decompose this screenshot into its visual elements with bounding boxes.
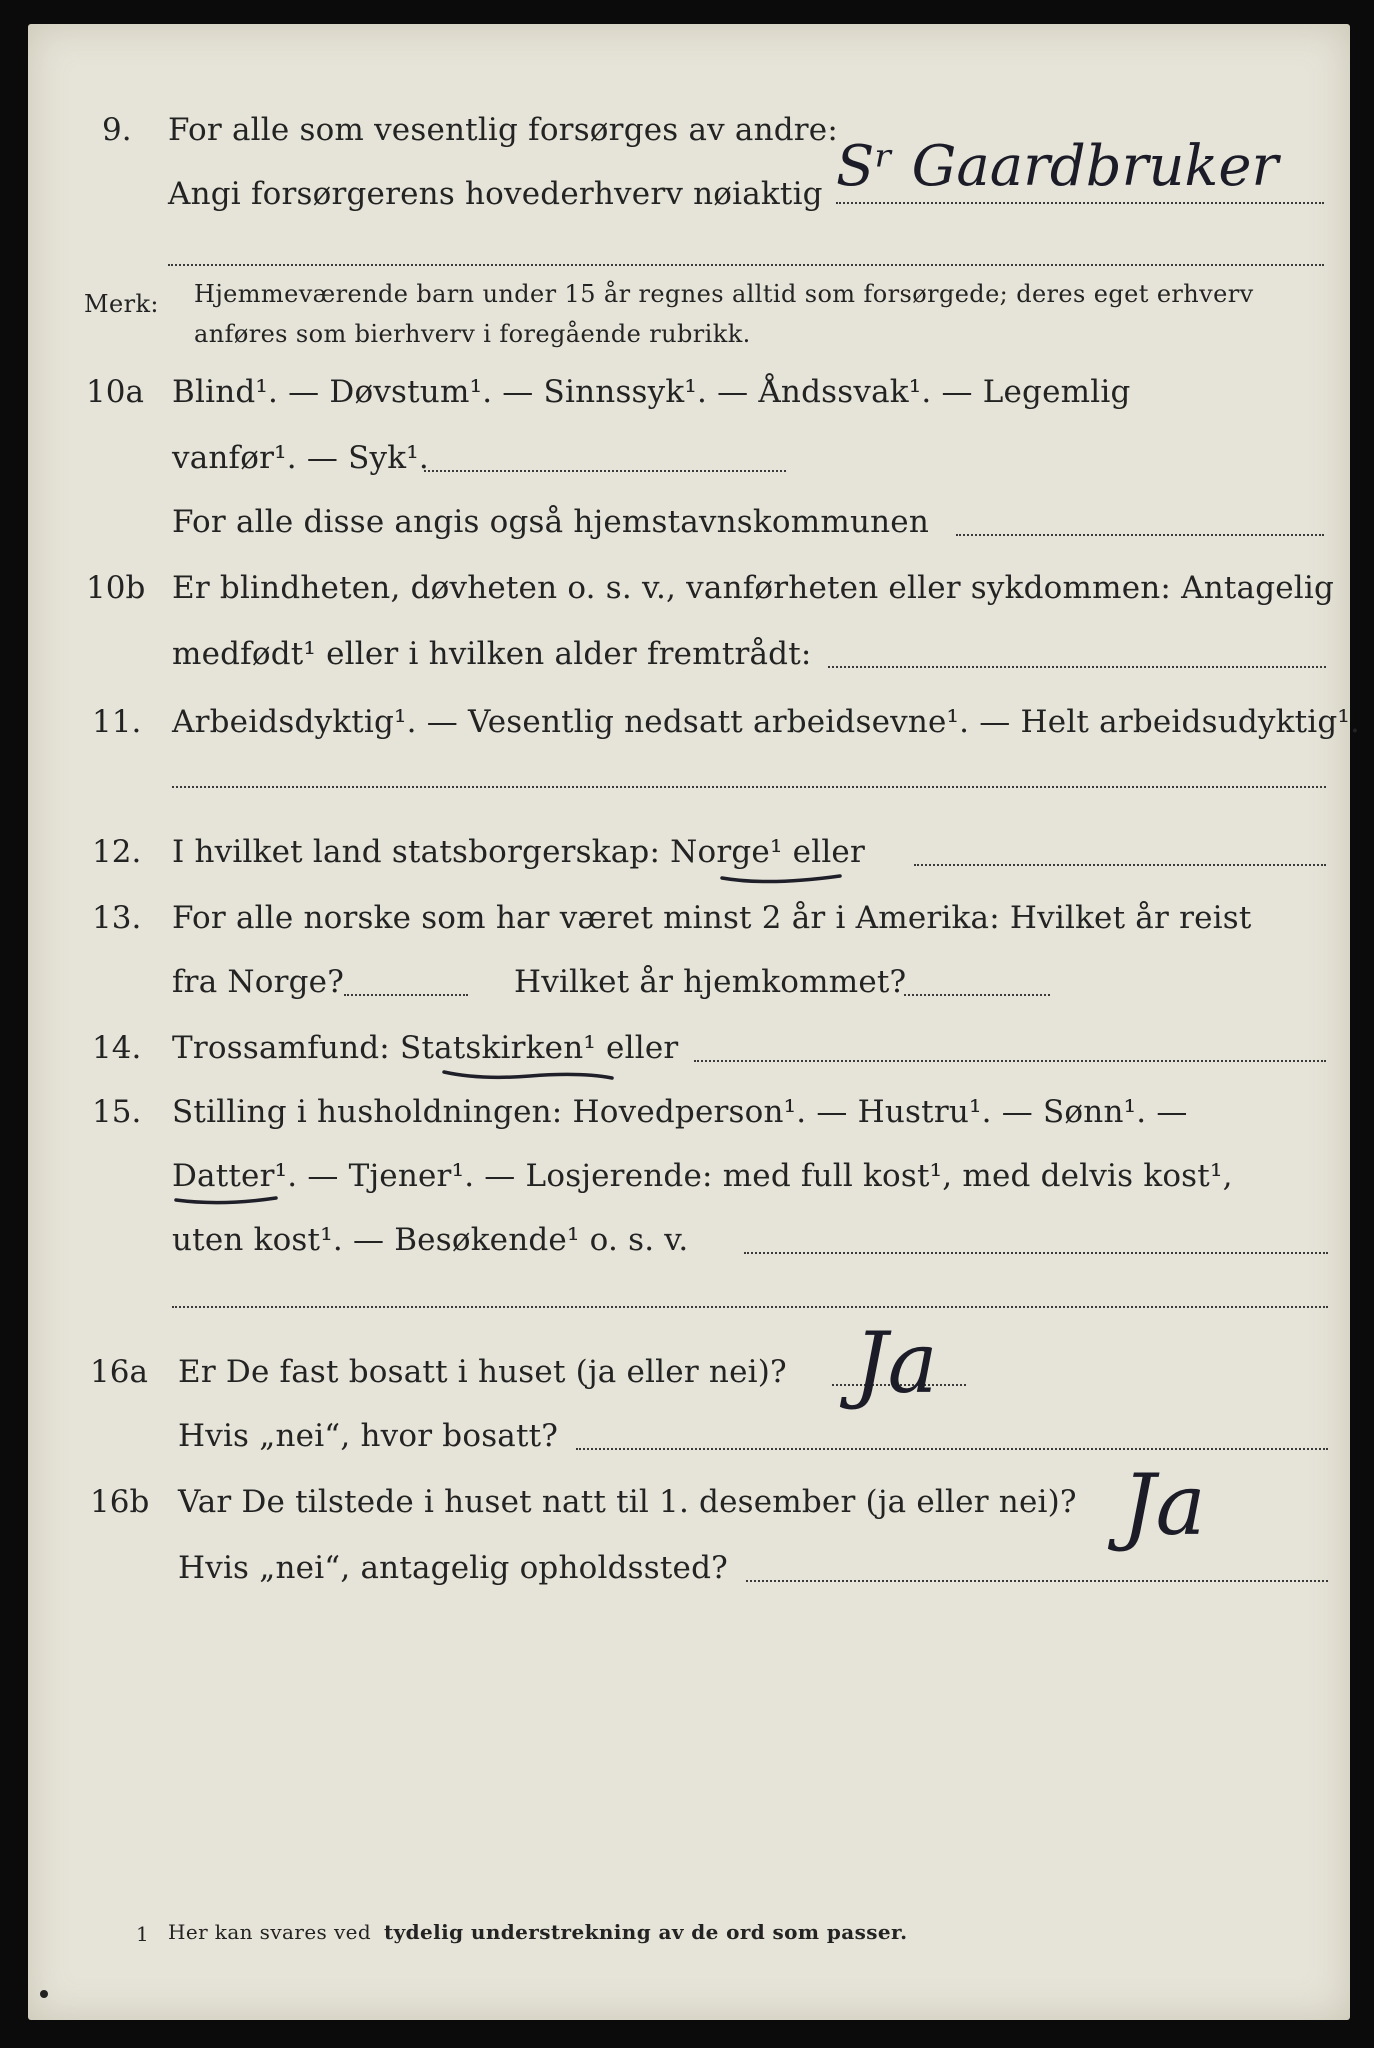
q9-extra-line — [168, 264, 1324, 266]
footnote-text-a: Her kan svares ved — [168, 1920, 372, 1944]
merk-text-line1: Hjemmeværende barn under 15 år regnes alltid som forsørgede; deres eget erhverv — [194, 280, 1254, 308]
q16b-handwritten-answer: Ja — [1122, 1456, 1206, 1554]
q13-text-line2b: Hvilket år hjemkommet? — [514, 964, 907, 1000]
q10b-text-line1: Er blindheten, døvheten o. s. v., vanførheten eller sykdommen: Antagelig — [172, 570, 1335, 606]
q16a-text-line1: Er De fast bosatt i huset (ja eller nei)? — [178, 1354, 787, 1390]
q12-number: 12. — [92, 834, 142, 870]
q13-text-line1: For alle norske som har været minst 2 år i Amerika: Hvilket år reist — [172, 900, 1252, 936]
q10a-text-line3: For alle disse angis også hjemstavnskommunen — [172, 504, 929, 540]
q13-hjemkommet-answer-line — [904, 994, 1050, 996]
q14-answer-line — [694, 1060, 1326, 1062]
q9-number: 9. — [102, 112, 132, 148]
q15-text-line3: uten kost¹. — Besøkende¹ o. s. v. — [172, 1222, 689, 1258]
q16b-text-line1: Var De tilstede i huset natt til 1. desember (ja eller nei)? — [178, 1484, 1077, 1520]
q11-answer-line — [172, 786, 1326, 788]
q12-text-line1: I hvilket land statsborgerskap: Norge¹ eller — [172, 834, 865, 870]
q11-text-line1: Arbeidsdyktig¹. — Vesentlig nedsatt arbeidsevne¹. — Helt arbeidsudyktig¹. — [172, 704, 1361, 740]
q16b-text-line2: Hvis „nei“, antagelig opholdssted? — [178, 1550, 728, 1586]
q16a-text-line2: Hvis „nei“, hvor bosatt? — [178, 1418, 559, 1454]
q13-reist-answer-line — [344, 994, 468, 996]
q15-datter-underline — [172, 1194, 282, 1210]
q9-text-line1: For alle som vesentlig forsørges av andre: — [168, 112, 838, 148]
q10a-text-line1: Blind¹. — Døvstum¹. — Sinnssyk¹. — Åndssvak¹. — Legemlig — [172, 374, 1131, 410]
q16b-opholdssted-answer-line — [746, 1580, 1328, 1582]
merk-text-line2: anføres som bierhverv i foregående rubrikk. — [194, 320, 751, 348]
q10a-text-line2: vanfør¹. — Syk¹. — [172, 440, 429, 476]
q14-statskirken-underline — [440, 1066, 620, 1088]
q12-norge-underline — [718, 870, 848, 890]
q9-text-line2: Angi forsørgerens hovederhverv nøiaktig — [168, 176, 823, 212]
q15-text-line1: Stilling i husholdningen: Hovedperson¹. — Hustru¹. — Sønn¹. — — [172, 1094, 1188, 1130]
q15-text-line2: Datter¹. — Tjener¹. — Losjerende: med full kost¹, med delvis kost¹, — [172, 1158, 1233, 1194]
q14-text-line1: Trossamfund: Statskirken¹ eller — [172, 1030, 679, 1066]
q9-handwritten-answer: Sʳ Gaardbruker — [836, 134, 1279, 199]
q16b-number: 16b — [90, 1484, 150, 1520]
q10a-number: 10a — [86, 374, 144, 410]
ink-speck — [40, 1990, 48, 1998]
q10b-text-line2: medfødt¹ eller i hvilken alder fremtrådt: — [172, 636, 812, 672]
census-form-page — [28, 24, 1361, 2020]
q16a-number: 16a — [90, 1354, 148, 1390]
q10b-number: 10b — [86, 570, 146, 606]
q11-number: 11. — [92, 704, 142, 740]
q16a-bosatt-answer-line — [576, 1448, 1328, 1450]
footnote-mark: 1 — [136, 1922, 150, 1946]
q10a-line2-answer-line — [424, 470, 786, 472]
q13-text-line2a: fra Norge? — [172, 964, 345, 1000]
q15-extra-line — [172, 1306, 1328, 1308]
q10b-answer-line — [828, 666, 1326, 668]
q16a-handwritten-answer: Ja — [854, 1314, 938, 1412]
q13-number: 13. — [92, 900, 142, 936]
merk-label: Merk: — [84, 290, 159, 318]
q15-answer-line — [744, 1252, 1328, 1254]
q12-answer-line — [914, 864, 1326, 866]
q10a-line3-answer-line — [956, 534, 1324, 536]
q15-number: 15. — [92, 1094, 142, 1130]
q9-answer-line — [836, 202, 1324, 204]
footnote-text-b: tydelig understrekning av de ord som passer. — [384, 1920, 908, 1944]
q14-number: 14. — [92, 1030, 142, 1066]
